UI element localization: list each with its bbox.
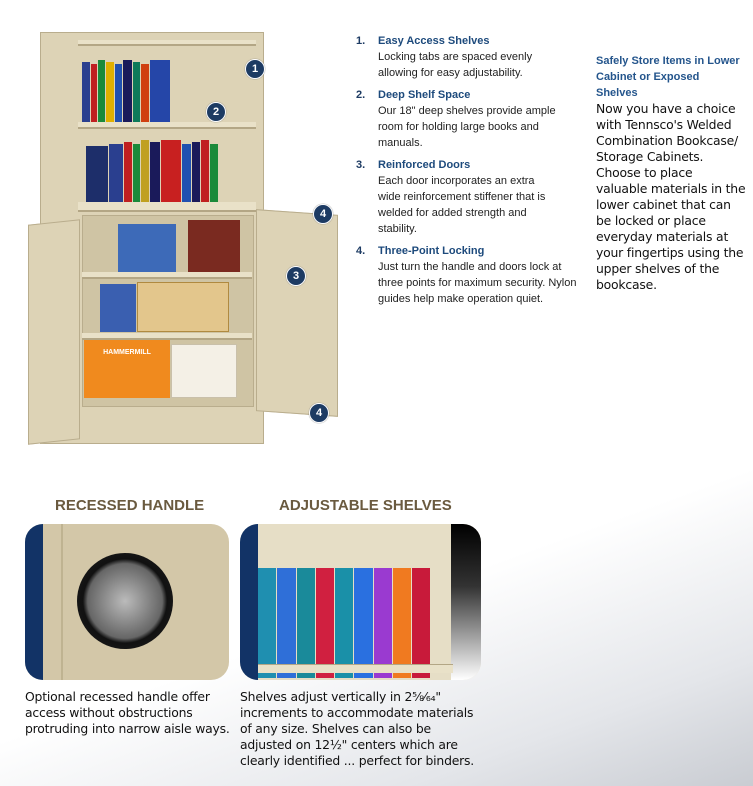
feature-number: 1. (356, 35, 366, 47)
feature-item (356, 157, 586, 237)
sidebar-body: Now you have a choice with Tennsco's Welded Combination Bookcase/ Storage Cabinets. Choose to place valuable materials in the lower cabinet that can be locked or place everyday materials at your fingertips using the upper shelves of the bookcase. (596, 101, 746, 292)
feature-text: Our 18" deep shelves provide ample room for holding large books and manuals. (378, 105, 556, 149)
feature-item (356, 87, 586, 151)
feature-number: 4. (356, 245, 366, 257)
sidebar-heading: Safely Store Items in Lower Cabinet or Exposed Shelves (596, 55, 740, 99)
adjustable-shelves-caption: Shelves adjust vertically in 2⅝⁄₆₄" increments to accommodate materials of any size. Shelves can also be adjusted on 12½" centers which are clearly identified ... perfect for binders. (240, 689, 475, 768)
callout-4-top: 4 (313, 204, 333, 224)
handle-icon (77, 553, 173, 649)
recessed-handle-photo (25, 524, 229, 680)
feature-title: Three-Point Locking (378, 245, 485, 257)
feature-text: Just turn the handle and doors lock at three points for maximum security. Nylon guides help make operation quiet. (378, 261, 577, 305)
section-title-recessed-handle: RECESSED HANDLE (55, 497, 205, 514)
callout-1: 1 (245, 59, 265, 79)
sidebar-text (596, 53, 746, 293)
feature-text: Each door incorporates an extra wide reinforcement stiffener that is welded for added strength and stability. (378, 175, 546, 235)
callout-4-bottom: 4 (309, 403, 329, 423)
feature-title: Reinforced Doors (378, 159, 471, 171)
feature-text: Locking tabs are spaced evenly allowing for easy adjustability. (378, 51, 533, 79)
feature-number: 3. (356, 159, 366, 171)
feature-item (356, 243, 586, 307)
feature-item (356, 33, 586, 81)
feature-title: Easy Access Shelves (378, 35, 490, 47)
paper-box: HAMMERMILL (84, 340, 170, 398)
feature-number: 2. (356, 89, 366, 101)
adjustable-shelves-photo (240, 524, 481, 680)
section-title-adjustable-shelves: ADJUSTABLE SHELVES (279, 497, 452, 514)
callout-3: 3 (286, 266, 306, 286)
feature-title: Deep Shelf Space (378, 89, 471, 101)
callout-2: 2 (206, 102, 226, 122)
feature-list (356, 33, 586, 313)
recessed-handle-caption: Optional recessed handle offer access without obstructions protruding into narrow aisle ways. (25, 689, 230, 736)
